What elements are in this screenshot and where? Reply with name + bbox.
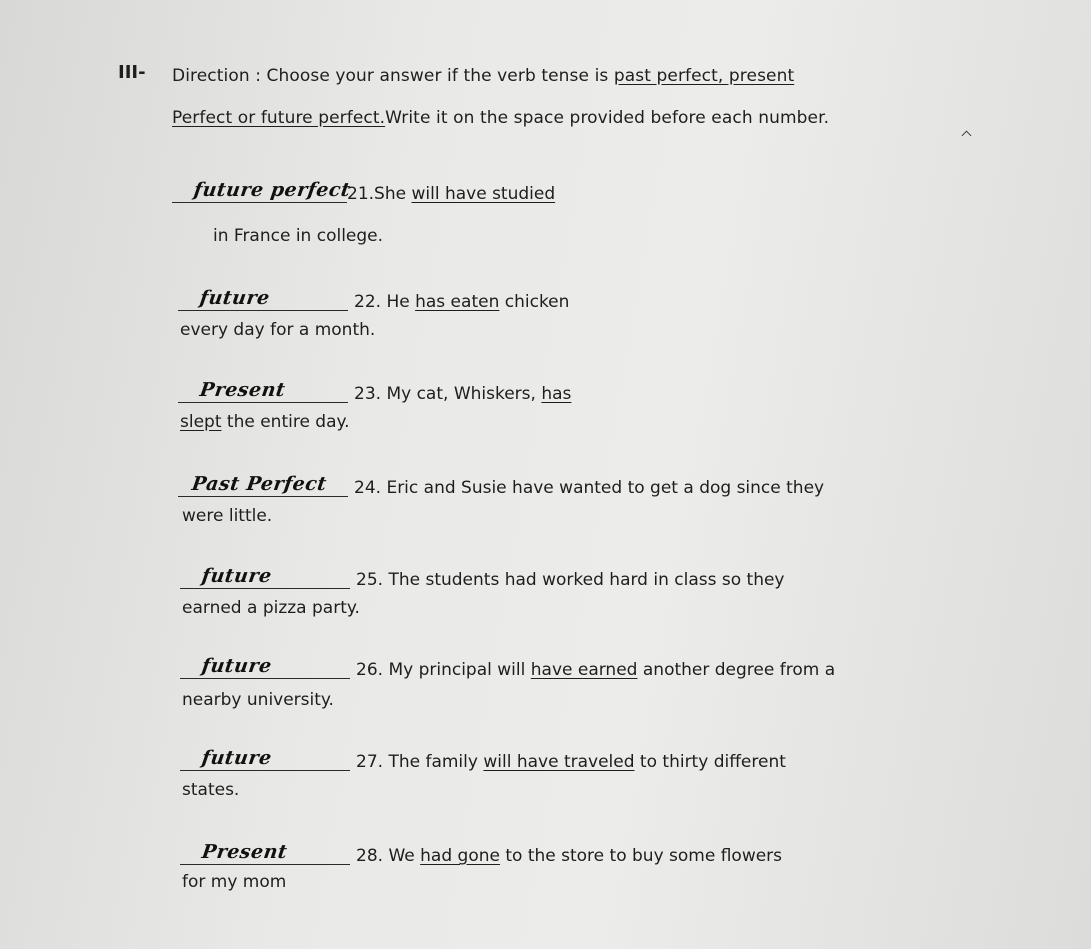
- answer-blank-27[interactable]: [180, 748, 350, 771]
- question-text-26: My principal will: [383, 660, 531, 680]
- handwritten-answer-28: Present: [200, 841, 289, 863]
- question-26-cont: nearby university.: [182, 690, 334, 710]
- verb-23b: slept: [180, 412, 222, 432]
- question-text-22b: chicken: [499, 292, 570, 312]
- question-number-24: 24.: [354, 478, 382, 498]
- question-text-25: The students had worked hard in class so they: [383, 570, 785, 590]
- direction-rest: Write it on the space provided before each number.: [385, 108, 830, 128]
- question-number-22: 22.: [354, 292, 382, 312]
- question-number-23: 23.: [354, 384, 382, 404]
- question-28-cont: for my mom: [182, 872, 287, 892]
- handwritten-answer-21: future perfect: [192, 179, 352, 201]
- verb-21: will have studied: [411, 184, 556, 204]
- question-text-28b: to the store to buy some flowers: [499, 846, 783, 866]
- direction-tenses-2: Perfect or future perfect.: [172, 108, 386, 128]
- question-21-cont: in France in college.: [213, 226, 384, 246]
- answer-blank-23[interactable]: [178, 380, 348, 403]
- question-27-cont: states.: [182, 780, 240, 800]
- direction-line-1: [172, 66, 794, 86]
- answer-blank-21[interactable]: [172, 179, 352, 203]
- verb-22: has eaten: [415, 292, 500, 312]
- handwritten-answer-22: future: [198, 287, 272, 309]
- question-22-cont: every day for a month.: [180, 320, 376, 340]
- pen-mark: [962, 131, 972, 141]
- question-number-26: 26.: [356, 660, 384, 680]
- handwritten-answer-23: Present: [198, 379, 287, 401]
- question-number-27: 27.: [356, 752, 384, 772]
- question-24-cont: were little.: [182, 506, 273, 526]
- verb-27: will have traveled: [483, 752, 635, 772]
- question-24: [178, 474, 824, 498]
- question-25: [180, 566, 785, 590]
- question-number-21: 21.: [347, 184, 375, 204]
- handwritten-answer-27: future: [200, 747, 274, 769]
- handwritten-answer-24: Past Perfect: [190, 473, 329, 495]
- section-numeral: III-: [118, 62, 146, 83]
- question-text-22: He: [381, 292, 416, 312]
- question-22: [178, 288, 569, 312]
- question-text-28: We: [383, 846, 421, 866]
- direction-tenses-1: past perfect, present: [613, 66, 795, 86]
- question-text-21: She: [374, 184, 412, 204]
- question-text-26b: another degree from a: [637, 660, 836, 680]
- verb-23: has: [541, 384, 572, 404]
- question-26: [180, 656, 835, 680]
- answer-blank-25[interactable]: [180, 566, 350, 589]
- direction-line-2: [172, 108, 829, 128]
- question-text-23b: the entire day.: [221, 412, 350, 432]
- question-text-23: My cat, Whiskers,: [381, 384, 542, 404]
- question-28: [180, 842, 782, 866]
- handwritten-answer-25: future: [200, 565, 274, 587]
- question-text-27: The family: [383, 752, 484, 772]
- question-27: [180, 748, 786, 772]
- question-number-25: 25.: [356, 570, 384, 590]
- direction-intro: Direction : Choose your answer if the verb tense is: [172, 66, 614, 86]
- question-25-cont: earned a pizza party.: [182, 598, 360, 618]
- question-21: [172, 180, 555, 204]
- verb-26: have earned: [530, 660, 638, 680]
- answer-blank-28[interactable]: [180, 842, 350, 865]
- answer-blank-24[interactable]: [178, 474, 348, 497]
- verb-28: had gone: [420, 846, 500, 866]
- question-number-28: 28.: [356, 846, 384, 866]
- question-23: [178, 380, 571, 404]
- question-23-cont: [180, 412, 350, 432]
- answer-blank-22[interactable]: [178, 288, 348, 311]
- answer-blank-26[interactable]: [180, 656, 350, 679]
- question-text-24: Eric and Susie have wanted to get a dog since they: [381, 478, 825, 498]
- handwritten-answer-26: future: [200, 655, 274, 677]
- question-text-27b: to thirty different: [634, 752, 786, 772]
